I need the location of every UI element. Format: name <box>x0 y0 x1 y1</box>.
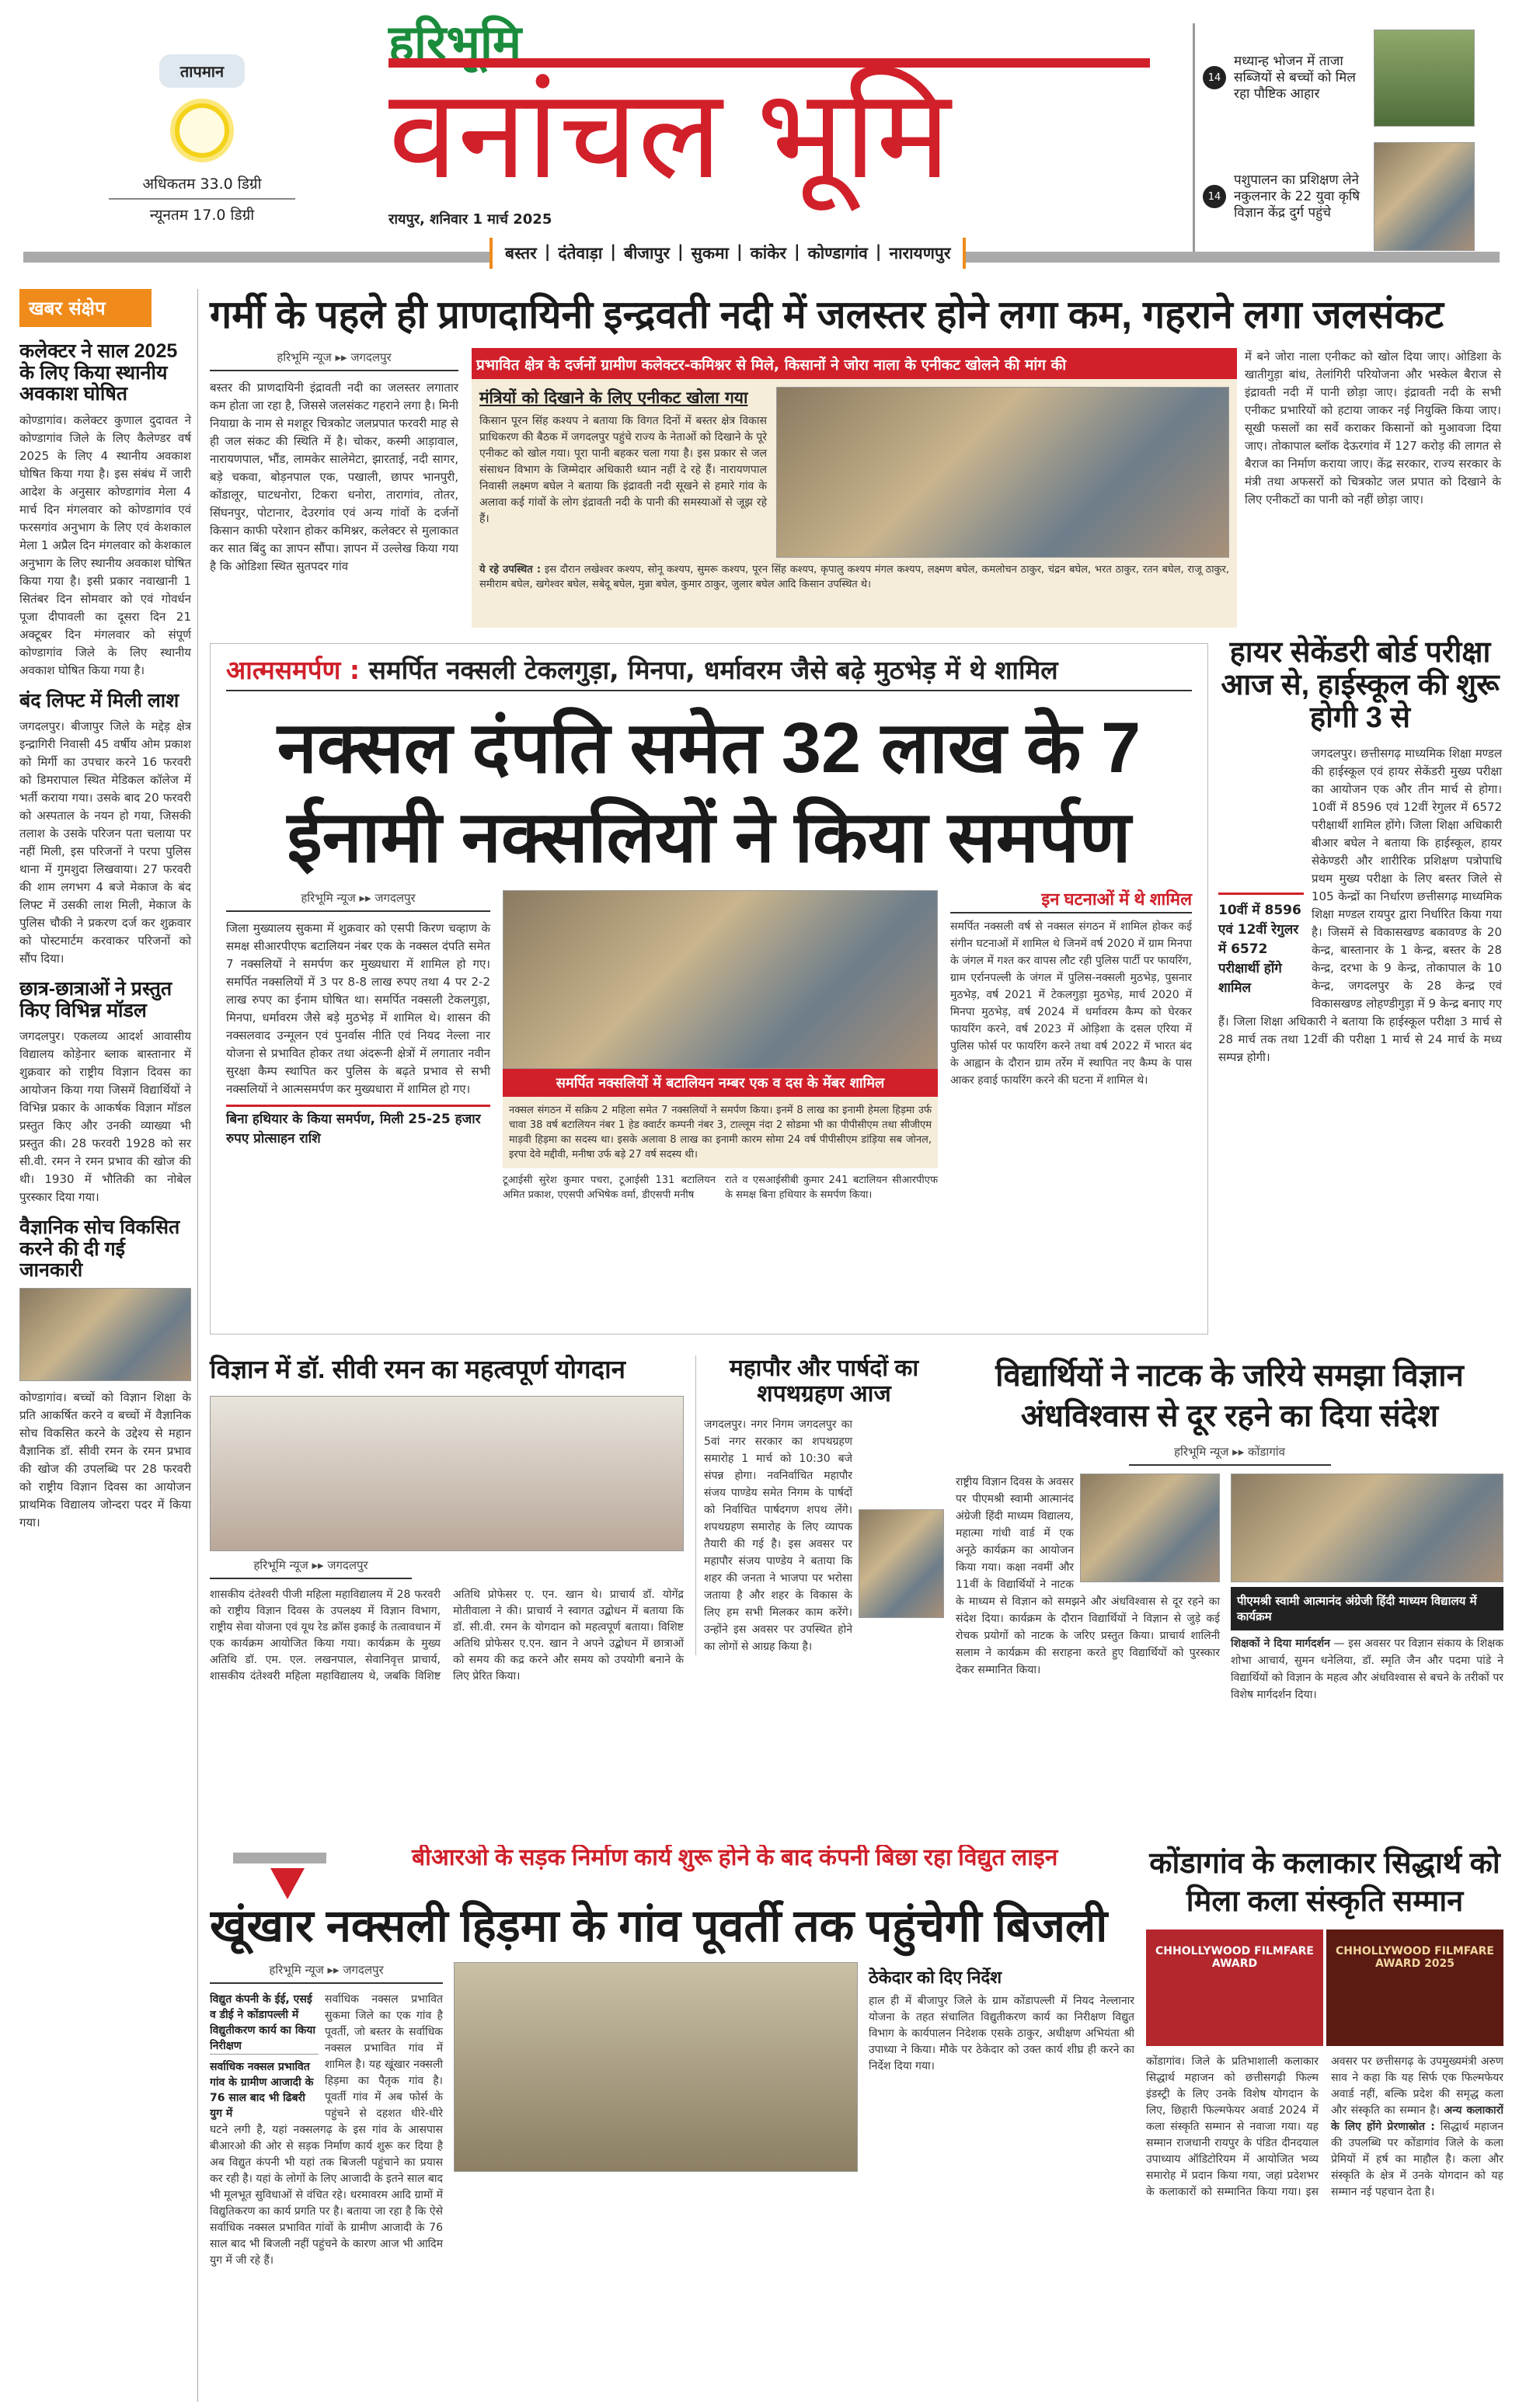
district-dantewada[interactable]: दंतेवाड़ा <box>558 244 603 263</box>
min-temp: न्यूनतम 17.0 डिग्री <box>149 207 255 224</box>
exam-body: जगदलपुर। छत्तीसगढ़ माध्यमिक शिक्षा मण्डल की हाईस्कूल एवं हायर सेकेंडरी मुख्य परीक्षा का आयोजन एक और तीन मार्च से होगा। 10वीं में 8596 एवं 12वीं रेगुलर में 6572 परीक्षार्थी शामिल होंगे। जिला शिक्षा अधिकारी बीआर बघेल ने बताया कि हाईस्कूल, हायर सेकेण्डरी और शारीरिक प्रशिक्षण पत्रोपाधि प्रथम मुख्य परीक्षा के लिए बस्तर जिले से 105 केन्द्रों का निर्धारण छत्तीसगढ़ माध्यमिक शिक्षा मण्डल रायपुर द्वारा निर्धारित किया गया है। जिसमें से विकासखण्ड बकावण्ड के 20 केन्द्र, बास्तानार के 1 केन्द्र, बस्तर के 28 केन्द्र, दरभा के 9 केन्द्र, तोकापाल के 10 केन्द्र, जगदलपुर के 28 केन्द्र एवं विकासखण्ड लोहण्डीगुड़ा में 9 केन्द्र बनाए गए हैं। जिला शिक्षा अधिकारी ने बताया कि हाईस्कूल परीक्षा 3 मार्च से 28 मार्च तक तथा 12वीं की परीक्षा 1 मार्च से 24 मार्च के मध्य सम्पन्न होगी। <box>1218 746 1502 1065</box>
byline: हरिभूमि न्यूज ▸▸ जगदलपुर <box>210 1557 412 1579</box>
district-kondagaon[interactable]: कोण्डागांव <box>807 244 868 263</box>
brief-body: जगदलपुर। एकलव्य आदर्श आवासीय विद्यालय कोड़ेनार ब्लाक बास्तानार में शुक्रवार को राष्ट्रीय विज्ञान दिवस का आयोजन किया गया जिसमें विद्यार्थियों ने विभिन्न प्रकार के आकर्षक विज्ञान मॉडल प्रस्तुत किए और उनकी व्याख्या भी प्रस्तुत की। 28 फरवरी 1928 को सर सी.वी. रमन ने रमन प्रभाव की खोज की थी। 1930 में भौतिकी का नोबेल पुरस्कार दिया गया। <box>19 1029 191 1204</box>
mayor-photo <box>859 1509 944 1618</box>
teaser-photo <box>1374 30 1475 127</box>
teaser[interactable] <box>1203 138 1503 255</box>
teaser[interactable] <box>1203 23 1503 132</box>
district-kanker[interactable]: कांकेर <box>750 244 786 263</box>
mayor-article <box>695 1355 944 1655</box>
raman-photo <box>210 1396 684 1551</box>
max-temp: अधिकतम 33.0 डिग्री <box>109 173 295 200</box>
hidma-kicker: बीआरओ के सड़क निर्माण कार्य शुरू होने के बाद कंपनी बिछा रहा विद्युत लाइन <box>412 1845 1058 1870</box>
brief-title: छात्र-छात्राओं ने प्रस्तुत किए विभिन्न मॉडल <box>19 978 172 1021</box>
masthead <box>388 16 1150 229</box>
hidma-article <box>210 1845 1134 2404</box>
exam-headline: हायर सेकेंडरी बोर्ड परीक्षा आज से, हाईस्कूल की शुरू होगी 3 से <box>1221 636 1500 734</box>
raman-body: शासकीय दंतेश्वरी पीजी महिला महाविद्यालय में 28 फरवरी को राष्ट्रीय विज्ञान दिवस के उपलक्ष्य में विज्ञान विभाग, राष्ट्रीय सेवा योजना एवं यूथ रेड क्रॉस इकाई के तत्वावधान में एक कार्यक्रम आयोजित किया गया। कार्यक्रम के मुख्य अतिथि डॉ. एम. एल. लखनपाल, सेवानिवृत्त प्राचार्य, शासकीय दंतेश्वरी महिला महाविद्यालय थे, जबकि विशिष्ट अतिथि प्रोफेसर ए. एन. खान थे। प्राचार्य डॉ. योगेंद्र मोतीवाला ने की। प्राचार्य ने स्वागत उद्बोधन में बताया कि डॉ. सी.वी. रमन के योगदान को महत्वपूर्ण बताया। विशिष्ट अतिथि प्रोफेसर ए.एन. खान ने अपने उद्बोधन में छात्राओं को समय की कद्र करने और समय को उपयोगी बनाने के लिए प्रेरित किया। <box>210 1589 684 1683</box>
district-bastar[interactable]: बस्तर <box>505 244 537 263</box>
lead-banner: प्रभावित क्षेत्र के दर्जनों ग्रामीण कलेक्टर-कमिश्नर से मिले, किसानों ने जोरा नाला के एनीकट खोलने की मांग की <box>472 348 1237 381</box>
lead-right-col: में बने जोरा नाला एनीकट को खोल दिया जाए। ओडिशा के खातीगुड़ा बांध, तेलांगिरी परियोजना और भस्केल बैराज से इंद्रावती नदी में पानी छोड़ा जाए। इंद्रावती नदी के सभी एनीकट प्रभारियों को हटाया जाकर नई नियुक्ति किया जाए। सूखी फसलों का सर्वे कराकर किसानों को मुआवजा दिया जाए। तोकापाल ब्लॉक देऊरगांव में 127 करोड़ की लागत से बैराज का निर्माण कराया जाए। केंद्र सरकार, राज्य सरकार के मंत्री तथा अफसरों को चित्रकोट जल प्रपात को दिखाने के लिए एनीकटों का पानी को नहीं छोड़ा जाए। <box>1245 350 1501 506</box>
caption-label: ये रहे उपस्थित : <box>479 564 542 576</box>
weather-widget <box>109 54 295 241</box>
naxal-kicker <box>226 652 1192 691</box>
photo-body: नक्सल संगठन में सक्रिय 2 महिला समेत 7 नक्सलियों ने समर्पण किया। इनमें 8 लाख का इनामी हेमला हिड़मा उर्फ चावा 38 वर्ष बटालियन नंबर 1 हेड क्वार्टर कम्पनी नंबर 3, टाल्लूम नंदा 2 सोडमा भी का पीपीसीएम तथा सीजीएम माड़वी हिड़मा का सदस्य था। इसके अलावा 8 लाख का इनामी कारम सोमा 24 वर्ष पीपीसीएम डांड़िया सब जोनल, इरपा देवे मद्दीवी, मनीषा उर्फ बड़े 27 वर्ष सदस्य थी। <box>503 1097 938 1168</box>
byline: हरिभूमि न्यूज ▸▸ जगदलपुर <box>210 1962 443 1984</box>
page-badge: 14 <box>1203 185 1226 208</box>
drama-sub: शिक्षकों ने दिया मार्गदर्शन — इस अवसर पर विज्ञान संकाय के शिक्षक शोभा आचार्य, सुमन धनेलिया, डॉ. स्मृति जैन और पदमा पांडे ने विद्यार्थियों को विज्ञान के महत्व और अंधविश्वास से बचने के तरीकों पर विशेष मार्गदर्शन दिया। <box>1231 1637 1503 1701</box>
district-narayanpur[interactable]: नारायणपुर <box>889 244 951 263</box>
hidma-body: सर्वाधिक नक्सल प्रभावित सुकमा जिले का एक गांव है पूवर्ती, जो बस्तर के सर्वाधिक नक्सल प्रभावित गांव में शामिल है। यह खूंखार नक्सली हिड़मा का पैतृक गांव है। पूवर्ती गांव में अब फोर्स के पहुंचने से दहशत धीरे-धीरे घटने लगी है, यहां नक्सलगढ़ के इस गांव के आसपास बीआरओ की ओर से सड़क निर्माण कार्य शुरू कर दिया है अब विद्युत कंपनी भी यहां तक बिजली पहुंचाने का प्रयास कर रही है। यहां के लोगों के लिए आजादी के इतने साल बाद भी मूलभूत सुविधाओं से वंचित रहे। धरमावरम आदि ग्रामों में विद्युतिकरण का कार्य प्रगति पर है। बताया जा रहा है कि ऐसे सर्वाधिक नक्सल प्रभावित गांवों के ग्रामीण आजादी के 76 साल बाद भी बिजली नहीं पहुंचने के कारण आज भी आदिम युग में जी रहे हैं। <box>210 1992 443 2267</box>
news-brief-label: खबर संक्षेप <box>19 289 152 327</box>
brief-title: वैज्ञानिक सोच विकसित करने की दी गई जानकारी <box>19 1216 180 1281</box>
district-nav: बस्तर | दंतेवाड़ा | बीजापुर | सुकमा | कांकेर | कोण्डागांव | नारायणपुर <box>489 238 966 269</box>
artist-body-wrap <box>1146 2054 1503 2201</box>
caption-text: इस दौरान लखेश्वर कश्यप, सोनू कश्यप, सुमरू कश्यप, पूरन सिंह कश्यप, कृपालु कश्यप मंगल कश्यप, लक्ष्मण बघेल, कमलोचन ठाकुर, चंद्रन बघेल, भरत ठाकुर, रतन बघेल, राजू ठाकुर, समीराम बघेल, खगेश्वर बघेल, सबेदू बघेल, मुन्ना बघेल, कुमार ठाकुर, जुलार बघेल आदि किसान उपस्थित थे। <box>479 564 1229 590</box>
box-body: किसान पूरन सिंह कश्यप ने बताया कि विगत दिनों में बस्तर क्षेत्र विकास प्राधिकरण की बैठक में जगदलपुर पहुंचे राज्य के नेताओं को दिखाने के पूरे एनीकट को खोल गया। पूरा पानी बहकर चला गया है। इस प्रकार से जल संसाधन विभाग के जिम्मेदार अधिकारी ध्यान नहीं दे रहे हैं। नारायणपाल निवासी लक्ष्मण बघेल ने बताया कि इंद्रावती नदी सूखने से हमारे गांव के अलावा कई गांवों के लोग इंद्रावती नदी के पानी की समस्याओं से जूझ रहे हैं। <box>479 415 767 525</box>
weather-label: तापमान <box>159 54 245 88</box>
photo-banner: समर्पित नक्सलियों में बटालियन नम्बर एक व दस के मेंबर शामिल <box>503 1069 938 1097</box>
page-badge: 14 <box>1203 66 1226 89</box>
pull-quote: पीएमश्री स्वामी आत्मानंद अंग्रेजी हिंदी माध्यम विद्यालय में कार्यक्रम <box>1231 1587 1503 1630</box>
hidma-headline: खूंखार नक्सली हिड़मा के गांव पूवर्ती तक पहुंचेगी बिजली <box>210 1901 1108 1951</box>
powerline-photo <box>454 1962 858 2172</box>
surrender-photo <box>503 890 938 1069</box>
drama-body: राष्ट्रीय विज्ञान दिवस के अवसर पर पीएमश्री स्वामी आत्मानंद अंग्रेजी हिंदी माध्यम विद्यालय, महात्मा गांधी वार्ड में एक अनूठे कार्यक्रम का आयोजन किया गया। कक्षा नवमीं और 11वीं के विद्यार्थियों ने नाटक के माध्यम से विज्ञान को समझने और अंधविश्वास से दूर रहने का संदेश दिया। कार्यक्रम के दौरान विद्यार्थियों ने विज्ञान से जुड़े कई रोचक प्रयोगों को नाटक के जरिए प्रस्तुत किया। प्राचार्य शालिनी सलाम ने कार्यक्रम की सराहना करते हुए विद्यार्थियों को पुरस्कार देकर सम्मानित किया। <box>956 1476 1220 1676</box>
award-photo <box>1231 1474 1503 1582</box>
teaser-text: मध्यान्ह भोजन में ताजा सब्जियों से बच्चों को मिल रहा पौष्टिक आहार <box>1234 53 1356 102</box>
award-photo-2 <box>1326 1930 1503 2046</box>
brand-logo: हरिभूमि <box>388 16 522 70</box>
byline: हरिभूमि न्यूज ▸▸ कोंडागांव <box>1129 1444 1331 1466</box>
pull-quote: 10वीं में 8596 एवं 12वीं रेगुलर में 6572 परीक्षार्थी होंगे शामिल <box>1218 893 1304 998</box>
brief-title: कलेक्टर ने साल 2025 के लिए किया स्थानीय अवकाश घोषित <box>19 340 178 405</box>
teasers <box>1193 23 1503 255</box>
district-sukma[interactable]: सुकमा <box>691 244 729 263</box>
drama-headline: विद्यार्थियों ने नाटक के जरिये समझा विज्ञान अंधविश्वास से दूर रहने का दिया संदेश <box>995 1359 1464 1433</box>
drama-photo <box>1080 1474 1220 1582</box>
brief-body: कोण्डागांव। बच्चों को विज्ञान शिक्षा के प्रति आकर्षित करने व बच्चों में वैज्ञानिक सोच विकसित करने के उद्देश्य से महान वैज्ञानिक डॉ. सीवी रमन के रमन प्रभाव की खोज की उपलब्धि पर 28 फरवरी को राष्ट्रीय विज्ञान दिवस का आयोजन प्राथमिक विद्यालय जोन्दरा पदर में किया गया। <box>19 1390 191 1529</box>
artist-headline: कोंडागांव के कलाकार सिद्धार्थ को मिला कला संस्कृति सम्मान <box>1149 1847 1500 1919</box>
chevron-down-icon <box>270 1868 305 1899</box>
mayor-body: जगदलपुर। नगर निगम जगदलपुर का 5वां नगर सरकार का शपथग्रहण समारोह 1 मार्च को 10:30 बजे संपन्न होगा। नवनिर्वाचित महापौर संजय पाण्डेय समेत निगम के पार्षदों को निर्वाचित पार्षदगण शपथ लेंगे। शपथग्रहण समारोह के लिए व्यापक तैयारी की गई है। इस अवसर पर महापौर संजय पाण्डेय ने बताया कि शहर की जनता ने भाजपा पर भरोसा जताया है और शहर के विकास के लिए हम सभी मिलकर काम करेंगे। उन्होंने इस अवसर पर उपस्थित होने का लोगों से आग्रह किया है। <box>704 1418 852 1653</box>
artist-body: कोंडागांव। जिले के प्रतिभाशाली कलाकार सिद्धार्थ महाजन को छत्तीसगढ़ी फिल्म इंडस्ट्री के लिए उनके विशेष योगदान के लिए, छिहारी फिल्मफेयर अवार्ड 2024 में कला संस्कृति सम्मान से नवाजा गया। यह सम्मान राजधानी रायपुर के पंडित दीनदयाल उपाध्याय ऑडिटोरियम में आयोजित भव्य समारोह में प्रदान किया गया, जहां प्रदेशभर के कलाकारों को सम्मानित किया गया। इस अवसर पर छत्तीसगढ़ के उपमुख्यमंत्री अरुण साव ने कहा कि यह सिर्फ एक फिल्मफेयर अवार्ड नहीं, बल्कि प्रदेश की समृद्ध कला और संस्कृति का सम्मान है। <box>1146 2055 1503 2198</box>
raman-headline: विज्ञान में डॉ. सीवी रमन का महत्वपूर्ण योगदान <box>210 1355 625 1383</box>
lead-headline: गर्मी के पहले ही प्राणदायिनी इन्द्रवती नदी में जलस्तर होने लगा कम, गहराने लगा जलसंकट <box>210 293 1444 336</box>
sub-body: सिद्धार्थ महाजन की उपलब्धि पर कोंडागांव जिले के कला प्रेमियों में हर्ष का माहौल है। कला और संस्कृति के क्षेत्र में उनके योगदान को यह सम्मान नई पहचान देता है। <box>1331 2120 1503 2198</box>
sub-body: हाल ही में बीजापुर जिले के ग्राम कोंडापल्ली में नियद नेल्लानार योजना के तहत संचालित विद्युतीकरण कार्य का निरीक्षण विद्युत विभाग के कार्यपालन निदेशक एसके ठाकुर, अधीक्षण अभियंता श्री उपाध्या ने किया। मौके पर ठेकेदार को उक्त कार्य शीघ्र ही करने का निर्देश दिया गया। <box>869 1994 1134 2072</box>
bullet: विद्युत कंपनी के ईई, एसई व डीई ने कोंडापल्ली में विद्युतीकरण कार्य का किया निरीक्षण <box>210 1992 319 2055</box>
lead-body: बस्तर की प्राणदायिनी इंद्रावती नदी का जलस्तर लगातार कम होता जा रहा है, जिससे जलसंकट गहराने लगा है। मिनी नियाग्रा के नाम से मशहूर चित्रकोट जलप्रपात फरवरी माह से ही जल संकट की स्थिति में है। चोकर, कस्मी आड़ावाल, नारायणपाल, भौंड, लामकेर सालेमेटा, झारताई, नदी सागर, बड़े चकवा, बोड़नपाल एक, पखाली, छापर भानपुरी, कोंडालूर, घाटधनोरा, टिकरा धनोरा, तारागांव, तोतर, सिंघनपुर, पोटानार, देउरगांव एवं अन्य गांवों के दर्जनों किसान काफी परेशान होकर कमिश्नर, कलेक्टर से मुलाकात कर सात बिंदु का ज्ञापन सौंपा। ज्ञापन में उल्लेख किया गया है कि ओडिशा स्थित सुतपदर गांव <box>210 381 458 573</box>
teaser-photo <box>1374 142 1475 251</box>
exam-article <box>1218 637 1502 1067</box>
news-brief-column <box>19 289 198 2402</box>
sub-heading: शिक्षकों ने दिया मार्गदर्शन <box>1231 1637 1330 1650</box>
sub-heading: अन्य कलाकारों के लिए होंगे प्रेरणास्रोत : <box>1331 2104 1503 2133</box>
lead-box <box>472 379 1237 628</box>
raman-article <box>210 1355 684 1685</box>
photo-text: CHHOLLYWOOD FILMFARE AWARD 2025 <box>1336 1944 1494 1970</box>
byline: हरिभूमि न्यूज ▸▸ जगदलपुर <box>226 890 490 912</box>
brief-title: बंद लिफ्ट में मिली लाश <box>19 689 179 712</box>
side-body: समर्पित नक्सली वर्ष से नक्सल संगठन में शामिल होकर कई संगीन घटनाओं में शामिल थे जिनमें वर्ष 2020 में ग्राम मिनपा के जंगल में गश्त कर वापस लौट रही पुलिस पार्टी पर फायरिंग, ग्राम एर्रानपल्ली के जंगल में पुलिस-नक्सली मुठभेड़, पुसनार मुठभेड़, वर्ष 2021 में टेकलगुड़ा मुठभेड़, मार्च 2020 में मिनपा मुठभेड़, वर्ष 2024 में धर्मावरम कैम्प को घेरकर फायरिंग करने, वर्ष 2023 में ओड़िशा के दसल एरिया में पुलिस फोर्स पर फायरिंग करने तथा वर्ष 2022 में भारत बंद के आह्वान के दौरान ग्राम तर्रेम में स्थापित नए कैम्प के पास आकर हवाई फायरिंग करने की घटना में शामिल थे। <box>950 920 1192 1087</box>
kicker-text: समर्पित नक्सली टेकलगुड़ा, मिनपा, धर्मावरम जैसे बढ़े मुठभेड़ में थे शामिल <box>368 655 1058 685</box>
drama-article <box>956 1355 1503 1703</box>
brief-body: कोण्डागांव। कलेक्टर कुणाल दुदावत ने कोण्डागांव जिले के लिए कैलेण्डर वर्ष 2025 के लिए 4 स्थानीय अवकाश घोषित किया गया है। इस संबंध में जारी आदेश के अनुसार कोण्डागांव मेला 4 मार्च दिन मंगलवार को कोण्डागांव एवं फरसगांव अनुभाग के लिए एवं केशकाल मेला 1 अप्रैल दिन मंगलवार को केशकाल अनुभाग के लिए स्थानीय अवकाश घोषित किया गया है। इसी प्रकार नवाखानी 1 सितंबर दिन सोमवार को एवं गोवर्धन पूजा दीपावली का दूसरा दिन 21 अक्टूबर दिन मंगलवार को संपूर्ण कोण्डागांव जिले के लिए स्थानीय अवकाश घोषित किया गया है। <box>19 412 191 677</box>
naxal-headline: नक्सल दंपति समेत 32 लाख के 7 ईनामी नक्सलियों ने किया समर्पण <box>277 708 1141 877</box>
naxal-body: जिला मुख्यालय सुकमा में शुक्रवार को एसपी किरण चव्हाण के समक्ष सीआरपीएफ बटालियन नंबर एक के नक्सल दंपति समेत 7 नक्सलियों ने समर्पण कर मुख्यधारा में शामिल हो गए। समर्पित नक्सलियों में 3 पर 8-8 लाख रुपए तथा 4 पर 2-2 लाख रुपए का ईनाम घोषित था। समर्पित नक्सली टेकलगुड़ा, मिनपा, धर्मावरम जैसे बड़े मुठभेड़ में शामिल थे। शासन की नक्सलवाद उन्मूलन एवं पुनर्वास नीति एवं नियद नेल्ला नार योजना से प्रभावित होकर तथा अंदरूनी क्षेत्रों में लगातार नवीन सुरक्षा कैम्प स्थापित कर पुलिस के बढ़ते प्रभाव से सभी नक्सलियों ने आत्मसमर्पण कर मुख्यधारा में शामिल हो गए। <box>226 921 490 1096</box>
credits: राते व एसआईसीबी कुमार 241 बटालियन सीआरपीएफ के समक्ष बिना हथियार के समर्पण किया। <box>725 1174 938 1201</box>
sub-heading: ठेकेदार को दिए निर्देश <box>869 1967 1002 1987</box>
artist-article <box>1146 1845 1503 2404</box>
sub-body: इस अवसर पर विज्ञान संकाय के शिक्षक शोभा आचार्य, सुमन धनेलिया, डॉ. स्मृति जैन और पदमा पांडे ने विद्यार्थियों को विज्ञान के महत्व और अंधविश्वास से बचने के तरीकों पर विशेष मार्गदर्शन दिया। <box>1231 1637 1503 1701</box>
naxal-section <box>210 643 1208 1334</box>
district-bijapur[interactable]: बीजापुर <box>624 244 670 263</box>
photo-text: CHHOLLYWOOD FILMFARE AWARD <box>1155 1944 1314 1970</box>
paper-title: वनांचल भूमि <box>388 58 1150 197</box>
dateline: रायपुर, शनिवार 1 मार्च 2025 <box>388 211 552 228</box>
farmers-photo <box>776 387 1229 558</box>
award-photo-1 <box>1146 1930 1323 2046</box>
byline: हरिभूमि न्यूज ▸▸ जगदलपुर <box>210 350 458 371</box>
chevron-icon <box>233 1853 326 1863</box>
bullet: सर्वाधिक नक्सल प्रभावित गांव के ग्रामीण आजादी के 76 साल बाद भी ढिबरी युग में <box>210 2060 314 2120</box>
credits: टूआईसी सुरेश कुमार पचरा, टूआईसी 131 बटालियन अमित प्रकाश, एएसपी अभिषेक वर्मा, डीएसपी मनीष <box>503 1174 716 1201</box>
sun-icon <box>175 103 229 158</box>
box-title: मंत्रियों को दिखाने के लिए एनीकट खोला गया <box>479 388 748 407</box>
teaser-text: पशुपालन का प्रशिक्षण लेने नकुलनार के 22 युवा कृषि विज्ञान केंद्र दुर्ग पहुंचे <box>1234 172 1360 221</box>
photo-caption <box>479 562 1229 592</box>
mayor-headline: महापौर और पार्षदों का शपथग्रहण आज <box>729 1355 919 1407</box>
side-title: इन घटनाओं में थे शामिल <box>950 890 1192 913</box>
pull-quote: बिना हथियार के किया समर्पण, मिली 25-25 हजार रुपए प्रोत्साहन राशि <box>226 1105 490 1149</box>
brief-body: जगदलपुर। बीजापुर जिले के मद्देड़ क्षेत्र इन्द्रागिरी निवासी 45 वर्षीय ओम प्रकाश को मिर्गी का उपचार करने 16 फरवरी को डिमरापाल स्थित मेडिकल कॉलेज में भर्ती कराया गया। उसके बाद 20 फरवरी को अस्पताल के नयन हो गया, जिसकी तलाश के उसके परिजन पता चलाया पर नहीं मिली, इस परिजनों ने परपा पुलिस थाना में गुमशुदा लिखवाया। 27 फरवरी की शाम लगभग 4 बजे मेकाज के बंद लिफ्ट में उसकी लाश मिली, मेकाज के पुलिस चौकी ने प्रकरण दर्ज कर शुक्रवार को पोस्टमार्टम करवाकर परिजनों को सौंप दिया। <box>19 719 191 966</box>
lead-left-col <box>210 350 458 576</box>
kicker-label: आत्मसमर्पण : <box>226 655 361 685</box>
science-day-photo <box>19 1288 191 1381</box>
